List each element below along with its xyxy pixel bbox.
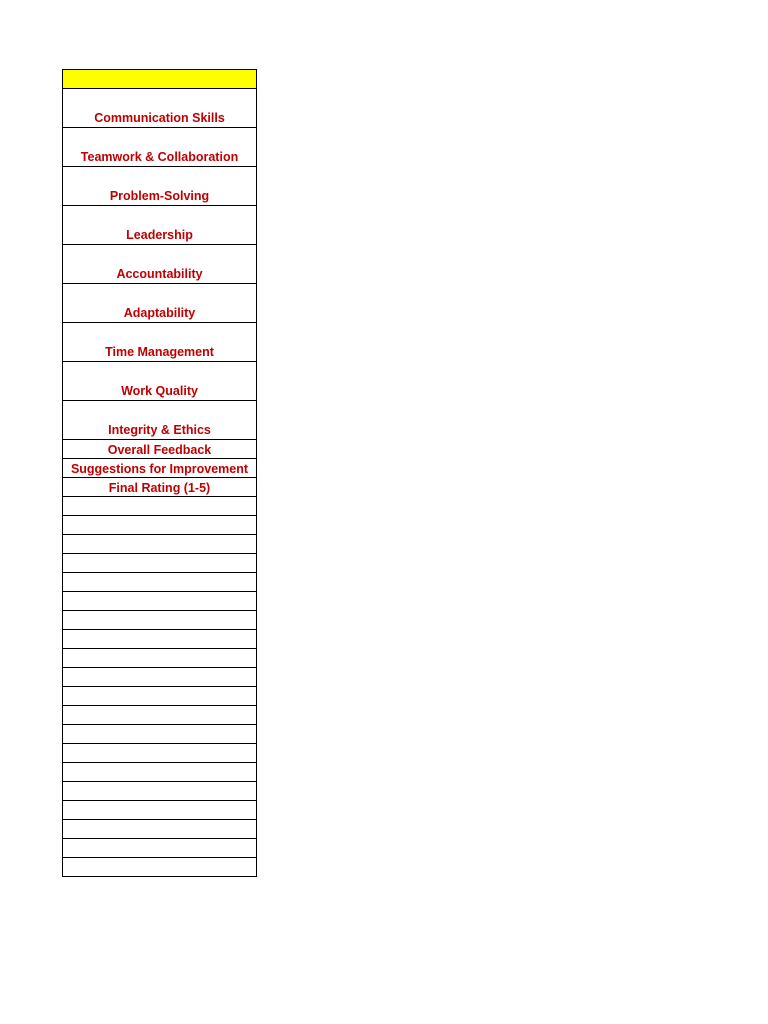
criteria-label-cell[interactable]: Work Quality bbox=[63, 362, 257, 401]
criteria-row bbox=[63, 245, 257, 284]
empty-cell[interactable] bbox=[63, 706, 257, 725]
criteria-label-cell[interactable]: Communication Skills bbox=[63, 89, 257, 128]
empty-cell[interactable] bbox=[63, 611, 257, 630]
empty-row bbox=[63, 535, 257, 554]
empty-cell[interactable] bbox=[63, 687, 257, 706]
criteria-row bbox=[63, 206, 257, 245]
empty-cell[interactable] bbox=[63, 630, 257, 649]
summary-label-cell[interactable]: Final Rating (1-5) bbox=[63, 478, 257, 497]
empty-cell[interactable] bbox=[63, 516, 257, 535]
empty-cell[interactable] bbox=[63, 839, 257, 858]
criteria-row bbox=[63, 284, 257, 323]
empty-cell[interactable] bbox=[63, 592, 257, 611]
criteria-row bbox=[63, 128, 257, 167]
summary-label-cell[interactable]: Suggestions for Improvement bbox=[63, 459, 257, 478]
empty-row bbox=[63, 858, 257, 877]
empty-row bbox=[63, 839, 257, 858]
header-row bbox=[63, 70, 257, 89]
criteria-label-cell[interactable]: Time Management bbox=[63, 323, 257, 362]
empty-cell[interactable] bbox=[63, 820, 257, 839]
empty-row bbox=[63, 744, 257, 763]
empty-row bbox=[63, 649, 257, 668]
empty-cell[interactable] bbox=[63, 763, 257, 782]
empty-row bbox=[63, 706, 257, 725]
criteria-label-cell[interactable]: Accountability bbox=[63, 245, 257, 284]
empty-cell[interactable] bbox=[63, 649, 257, 668]
criteria-row bbox=[63, 167, 257, 206]
summary-row bbox=[63, 459, 257, 478]
empty-row bbox=[63, 516, 257, 535]
empty-cell[interactable] bbox=[63, 497, 257, 516]
criteria-row bbox=[63, 401, 257, 440]
empty-row bbox=[63, 820, 257, 839]
empty-row bbox=[63, 630, 257, 649]
empty-cell[interactable] bbox=[63, 744, 257, 763]
empty-cell[interactable] bbox=[63, 858, 257, 877]
header-cell[interactable] bbox=[63, 70, 257, 89]
empty-row bbox=[63, 668, 257, 687]
criteria-label-cell[interactable]: Teamwork & Collaboration bbox=[63, 128, 257, 167]
empty-row bbox=[63, 592, 257, 611]
summary-row bbox=[63, 478, 257, 497]
empty-cell[interactable] bbox=[63, 573, 257, 592]
empty-row bbox=[63, 801, 257, 820]
empty-cell[interactable] bbox=[63, 801, 257, 820]
spreadsheet bbox=[62, 69, 257, 877]
empty-row bbox=[63, 782, 257, 801]
criteria-label-cell[interactable]: Adaptability bbox=[63, 284, 257, 323]
empty-row bbox=[63, 554, 257, 573]
empty-cell[interactable] bbox=[63, 535, 257, 554]
summary-label-cell[interactable]: Overall Feedback bbox=[63, 440, 257, 459]
criteria-label-cell[interactable]: Leadership bbox=[63, 206, 257, 245]
criteria-label-cell[interactable]: Problem-Solving bbox=[63, 167, 257, 206]
empty-row bbox=[63, 687, 257, 706]
empty-row bbox=[63, 725, 257, 744]
empty-cell[interactable] bbox=[63, 782, 257, 801]
evaluation-table bbox=[62, 69, 257, 877]
empty-row bbox=[63, 497, 257, 516]
criteria-row bbox=[63, 323, 257, 362]
empty-row bbox=[63, 573, 257, 592]
summary-row bbox=[63, 440, 257, 459]
empty-cell[interactable] bbox=[63, 554, 257, 573]
empty-row bbox=[63, 763, 257, 782]
empty-cell[interactable] bbox=[63, 725, 257, 744]
criteria-row bbox=[63, 89, 257, 128]
criteria-label-cell[interactable]: Integrity & Ethics bbox=[63, 401, 257, 440]
criteria-row bbox=[63, 362, 257, 401]
empty-row bbox=[63, 611, 257, 630]
empty-cell[interactable] bbox=[63, 668, 257, 687]
